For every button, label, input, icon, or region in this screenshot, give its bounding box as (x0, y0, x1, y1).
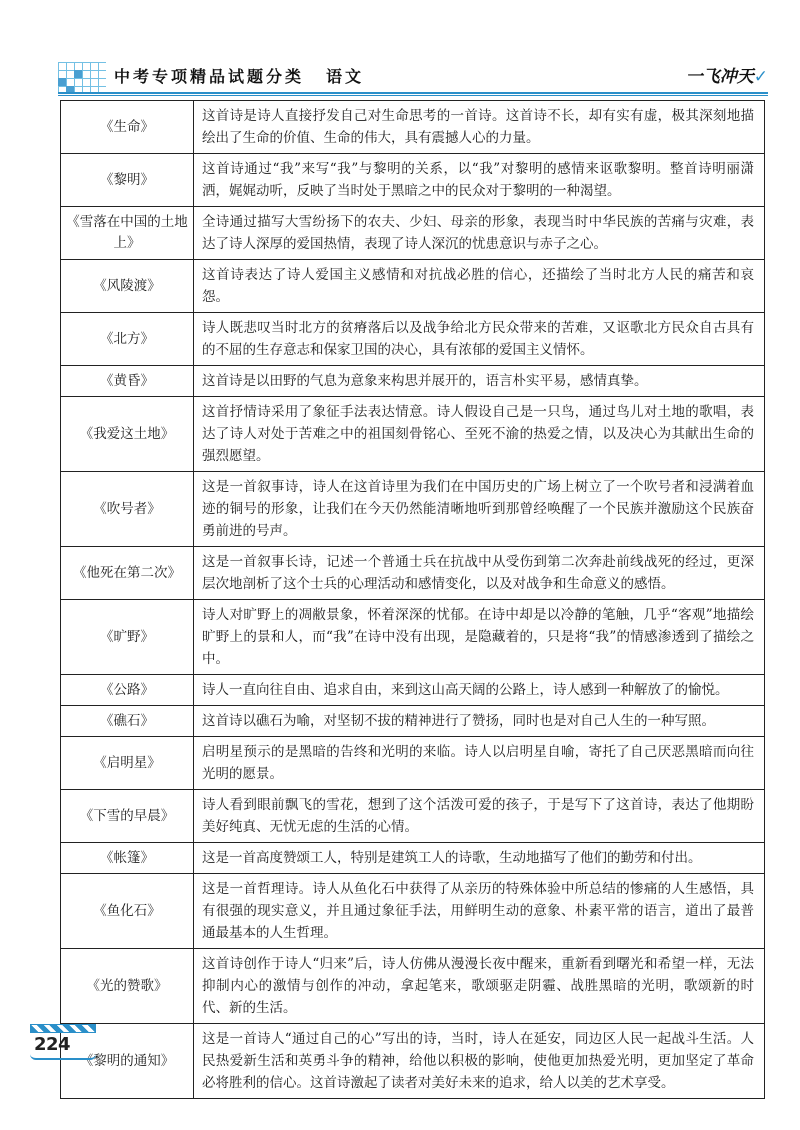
poem-description-cell: 这是一首叙事长诗，记述一个普通士兵在抗战中从受伤到第二次奔赴前线战死的经过，更深层次地剖析了这个士兵的心理活动和感情变化，以及对战争和生命意义的感悟。 (194, 547, 765, 600)
table-row (61, 790, 765, 843)
table-row (61, 949, 765, 1024)
poem-description-cell: 诗人对旷野上的凋敝景象，怀着深深的忧郁。在诗中却是以冷静的笔触，几乎“客观”地描绘旷野上的景和人，而“我”在诗中没有出现，是隐藏着的，只是将“我”的情感渗透到了描绘之中。 (194, 600, 765, 675)
table-row (61, 260, 765, 313)
badge-curl-decoration (30, 1054, 96, 1060)
poem-title-cell: 《吹号者》 (61, 472, 194, 547)
poem-description-cell: 这是一首哲理诗。诗人从鱼化石中获得了从亲历的特殊体验中所总结的惨痛的人生感悟，具有很强的现实意义，并且通过象征手法，用鲜明生动的意象、朴素平常的语言，道出了最普通最基本的人生哲理。 (194, 874, 765, 949)
poem-title-cell: 《雪落在中国的土地上》 (61, 207, 194, 260)
poem-table-body (61, 101, 765, 1099)
poem-description-cell: 这首诗创作于诗人“归来”后，诗人仿佛从漫漫长夜中醒来，重新看到曙光和希望一样，无法抑制内心的激情与创作的冲动，拿起笔来，歌颂驱走阴霾、战胜黑暗的光明，歌颂新的时代、新的生活。 (194, 949, 765, 1024)
page-header (58, 58, 768, 96)
poem-description-cell: 诗人既悲叹当时北方的贫瘠落后以及战争给北方民众带来的苦难，又讴歌北方民众自古具有的不屈的生存意志和保家卫国的决心，具有浓郁的爱国主义情怀。 (194, 313, 765, 366)
poem-description-cell: 诗人看到眼前飘飞的雪花，想到了这个活泼可爱的孩子，于是写下了这首诗，表达了他期盼美好纯真、无忧无虑的生活的心情。 (194, 790, 765, 843)
poem-description-cell: 启明星预示的是黑暗的告终和光明的来临。诗人以启明星自喻，寄托了自己厌恶黑暗而向往光明的愿景。 (194, 737, 765, 790)
poem-title-cell: 《公路》 (61, 675, 194, 706)
poem-description-cell: 这首诗以礁石为喻，对坚韧不拔的精神进行了赞扬，同时也是对自己人生的一种写照。 (194, 706, 765, 737)
brand-logo (686, 62, 768, 87)
poem-title-cell: 《黎明》 (61, 154, 194, 207)
poem-title-cell: 《鱼化石》 (61, 874, 194, 949)
poem-description-cell: 全诗通过描写大雪纷扬下的农夫、少妇、母亲的形象，表现当时中华民族的苦痛与灾难，表达了诗人深厚的爱国热情，表现了诗人深沉的忧患意识与赤子之心。 (194, 207, 765, 260)
poem-title-cell: 《生命》 (61, 101, 194, 154)
poem-description-cell: 这是一首高度赞颂工人，特别是建筑工人的诗歌，生动地描写了他们的勤劳和付出。 (194, 843, 765, 874)
poem-description-cell: 这首诗表达了诗人爱国主义感情和对抗战必胜的信心，还描绘了当时北方人民的痛苦和哀怨。 (194, 260, 765, 313)
table-row (61, 313, 765, 366)
poem-title-cell: 《黄昏》 (61, 366, 194, 397)
header-grid-decoration (58, 62, 106, 94)
page-number: 224 (34, 1034, 71, 1055)
table-row (61, 706, 765, 737)
header-book-title: 中考专项精品试题分类 (114, 67, 305, 86)
brand-text: 一飞冲天 (685, 67, 754, 87)
table-row (61, 1024, 765, 1099)
poem-description-cell: 这首诗是诗人直接抒发自己对生命思考的一首诗。这首诗不长，却有实有虚，极其深刻地描绘出了生命的价值、生命的伟大，具有震撼人心的力量。 (194, 101, 765, 154)
table-row (61, 101, 765, 154)
poem-description-cell: 这首抒情诗采用了象征手法表达情意。诗人假设自己是一只鸟，通过鸟儿对土地的歌唱，表达了诗人对处于苦难之中的祖国刻骨铭心、至死不渝的热爱之情，以及决心为其献出生命的强烈愿望。 (194, 397, 765, 472)
poem-title-cell: 《黎明的通知》 (61, 1024, 194, 1099)
poem-title-cell: 《下雪的早晨》 (61, 790, 194, 843)
poem-description-cell: 这首诗通过“我”来写“我”与黎明的关系，以“我”对黎明的感情来讴歌黎明。整首诗明丽潇洒，娓娓动听，反映了当时处于黑暗之中的民众对于黎明的一种渴望。 (194, 154, 765, 207)
poem-title-cell: 《旷野》 (61, 600, 194, 675)
poem-title-cell: 《帐篷》 (61, 843, 194, 874)
table-row (61, 600, 765, 675)
table-row (61, 207, 765, 260)
poem-description-cell: 诗人一直向往自由、追求自由，来到这山高天阔的公路上，诗人感到一种解放了的愉悦。 (194, 675, 765, 706)
poem-title-cell: 《我爱这土地》 (61, 397, 194, 472)
table-row (61, 366, 765, 397)
table-row (61, 675, 765, 706)
table-row (61, 397, 765, 472)
table-row (61, 737, 765, 790)
table-row (61, 154, 765, 207)
poem-title-cell: 《他死在第二次》 (61, 547, 194, 600)
poem-description-cell: 这是一首叙事诗，诗人在这首诗里为我们在中国历史的广场上树立了一个吹号者和浸满着血迹的铜号的形象，让我们在今天仍然能清晰地听到那曾经唤醒了一个民族并激励这个民族奋勇前进的号声。 (194, 472, 765, 547)
poem-description-cell: 这是一首诗人“通过自己的心”写出的诗，当时，诗人在延安，同边区人民一起战斗生活。人民热爱新生活和英勇斗争的精神，给他以积极的影响，使他更加热爱光明，更加坚定了革命必将胜利的信心。这首诗激起了读者对美好未来的追求，给人以美的艺术享受。 (194, 1024, 765, 1099)
table-row (61, 843, 765, 874)
table-row (61, 472, 765, 547)
poem-title-cell: 《礁石》 (61, 706, 194, 737)
header-title (114, 64, 364, 87)
poem-summary-table (60, 100, 765, 1099)
page-number-badge (30, 1024, 96, 1054)
poem-title-cell: 《风陵渡》 (61, 260, 194, 313)
header-divider-thin (58, 95, 768, 96)
poem-description-cell: 这首诗是以田野的气息为意象来构思并展开的，语言朴实平易，感情真挚。 (194, 366, 765, 397)
header-divider (58, 92, 768, 94)
poem-title-cell: 《启明星》 (61, 737, 194, 790)
header-subject: 语文 (326, 67, 365, 86)
poem-title-cell: 《光的赞歌》 (61, 949, 194, 1024)
poem-title-cell: 《北方》 (61, 313, 194, 366)
clapper-stripe-decoration (30, 1024, 96, 1033)
check-swoosh-icon: ✓ (753, 67, 768, 87)
table-row (61, 547, 765, 600)
table-row (61, 874, 765, 949)
